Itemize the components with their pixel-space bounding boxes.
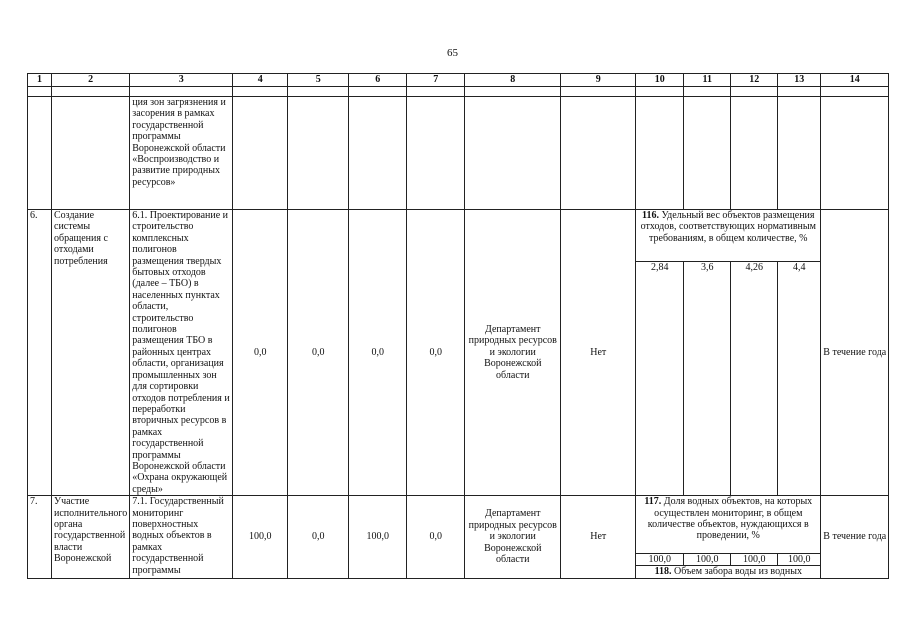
header-row <box>28 74 889 87</box>
col-header: 13 <box>778 74 821 87</box>
term: В течение года <box>821 496 889 578</box>
indicator-value: 3,6 <box>684 262 731 496</box>
col-header: 14 <box>821 74 889 87</box>
col-header: 9 <box>561 74 636 87</box>
indicator <box>636 496 821 554</box>
executor: Департамент природных ресурсов и экологии Воронежской области <box>465 496 561 578</box>
spacer-row <box>28 87 889 97</box>
col-header: 2 <box>52 74 130 87</box>
col-header: 1 <box>28 74 52 87</box>
page-number: 65 <box>447 47 458 59</box>
col-header: 4 <box>233 74 288 87</box>
indicator <box>636 566 821 578</box>
indicator-value: 4,4 <box>778 262 821 496</box>
term: В течение года <box>821 210 889 496</box>
program-table <box>27 73 889 579</box>
cell-value: 0,0 <box>233 210 288 496</box>
table-row-7 <box>28 496 889 554</box>
indicator-text: Объем забора воды из водных <box>674 566 802 578</box>
task-name: Участие исполнительного органа государственной власти Воронежской <box>52 496 130 578</box>
cell-value: Нет <box>561 496 636 578</box>
indicator-value: 100,0 <box>731 554 778 566</box>
col-header: 7 <box>407 74 465 87</box>
cell-value: 100,0 <box>349 496 407 578</box>
row-number: 7. <box>28 496 52 578</box>
task-name: Создание системы обращения с отходами потребления <box>52 210 130 496</box>
indicator-text: Доля водных объектов, на которых осуществлен мониторинг, в общем количестве объектов, нуждающихся в проведении, % <box>647 496 813 542</box>
col-header: 8 <box>465 74 561 87</box>
measure-text: ция зон загрязнения и засорения в рамках государственной программы Воронежской области «Воспроизводство и развитие природных ресурсов» <box>130 97 233 210</box>
table-row-6 <box>28 210 889 262</box>
cell-value: 0,0 <box>407 210 465 496</box>
measure-text: 6.1. Проектирование и строительство комплексных полигонов размещения твердых бытовых отходов (далее – ТБО) в населенных пунктах области, строительство полигонов размещения ТБО в районных центрах области, организация промышленных зон для сортировки отходов потребления и переработки вторичных ресурсов в рамках государственной программы Воронежской области «Охрана окружающей среды» <box>130 210 233 496</box>
cell-value: 0,0 <box>407 496 465 578</box>
indicator-value: 100,0 <box>684 554 731 566</box>
col-header: 10 <box>636 74 684 87</box>
indicator-text: Удельный вес объектов размещения отходов, соответствующих нормативным требованиям, в общем количестве, % <box>640 210 816 244</box>
cell-value: 100,0 <box>233 496 288 578</box>
executor: Департамент природных ресурсов и экологии Воронежской области <box>465 210 561 496</box>
col-header: 3 <box>130 74 233 87</box>
col-header: 12 <box>731 74 778 87</box>
table-row-continuation <box>28 97 889 210</box>
cell-value: 0,0 <box>288 496 349 578</box>
col-header: 11 <box>684 74 731 87</box>
indicator-value: 4,26 <box>731 262 778 496</box>
indicator-value: 100,0 <box>636 554 684 566</box>
indicator-number: 118. <box>654 566 672 578</box>
indicator-number: 116. <box>642 210 659 221</box>
indicator-value: 100,0 <box>778 554 821 566</box>
cell-value: Нет <box>561 210 636 496</box>
indicator-value: 2,84 <box>636 262 684 496</box>
indicator-number: 117. <box>644 496 662 508</box>
col-header: 5 <box>288 74 349 87</box>
row-number: 6. <box>28 210 52 496</box>
cell-value: 0,0 <box>349 210 407 496</box>
measure-text: 7.1. Государственный мониторинг поверхностных водных объектов в рамках государственной программы <box>130 496 233 578</box>
col-header: 6 <box>349 74 407 87</box>
indicator <box>636 210 821 262</box>
cell-value: 0,0 <box>288 210 349 496</box>
